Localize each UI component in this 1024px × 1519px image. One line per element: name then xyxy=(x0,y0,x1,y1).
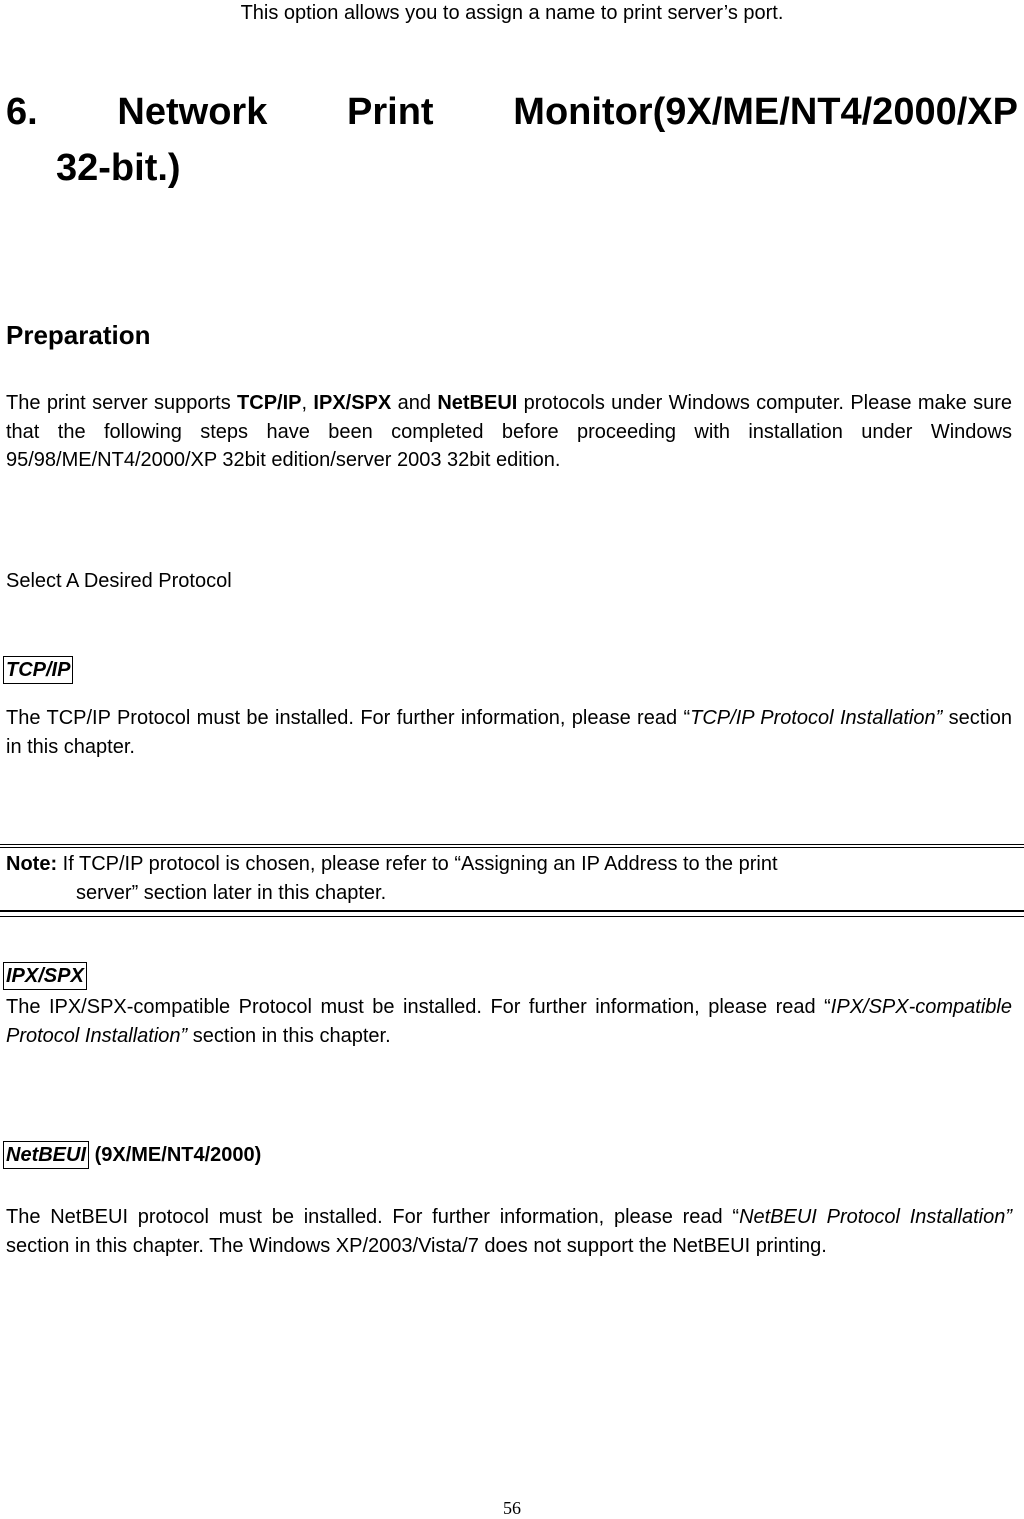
intro-line: This option allows you to assign a name to print server’s port. xyxy=(240,2,784,24)
chapter-number: 6. xyxy=(6,91,38,133)
select-protocol-line: Select A Desired Protocol xyxy=(6,570,232,592)
netbeui-paragraph: The NetBEUI protocol must be installed. For further information, please read “NetBEUI Protocol Installation” section in this chapter. The Windows XP/2003/Vista/7 does not support the NetBEUI printing. xyxy=(6,1206,1013,1257)
chapter-title-line-2: 32-bit.) xyxy=(56,147,181,189)
ipxspx-paragraph: The IPX/SPX-compatible Protocol must be installed. For further information, please read “IPX/SPX-compatible Protocol Installation” section in this chapter. xyxy=(6,996,1012,1047)
tcpip-label: TCP/IP xyxy=(3,656,73,684)
netbeui-heading xyxy=(3,1141,261,1169)
note-top-rule xyxy=(0,844,1024,848)
chapter-title xyxy=(6,84,1018,196)
netbeui-os-suffix: (9X/ME/NT4/2000) xyxy=(94,1144,262,1166)
note-box: Note: If TCP/IP protocol is chosen, please refer to “Assigning an IP Address to the print server” section later in this chapter. xyxy=(6,853,778,904)
chapter-word-3: Monitor(9X/ME/NT4/2000/XP xyxy=(513,91,1018,133)
preparation-paragraph: The print server supports TCP/IP, IPX/SPX and NetBEUI protocols under Windows computer. Please make sure that the following steps have been completed before proceeding with installation under Windows 95/98/ME/NT4/2000/XP 32bit edition/server 2003 32bit edition. xyxy=(6,392,1013,471)
tcpip-paragraph: The TCP/IP Protocol must be installed. For further information, please read “TCP/IP Protocol Installation” section in this chapter. xyxy=(6,707,1012,758)
note-label: Note: xyxy=(6,853,58,875)
preparation-heading: Preparation xyxy=(6,320,151,350)
chapter-word-2: Print xyxy=(347,91,434,133)
ipxspx-label: IPX/SPX xyxy=(3,962,87,990)
note-bottom-rule xyxy=(0,910,1024,917)
chapter-word-1: Network xyxy=(117,91,268,133)
netbeui-label: NetBEUI xyxy=(3,1141,89,1169)
page-number: 56 xyxy=(503,1498,521,1518)
